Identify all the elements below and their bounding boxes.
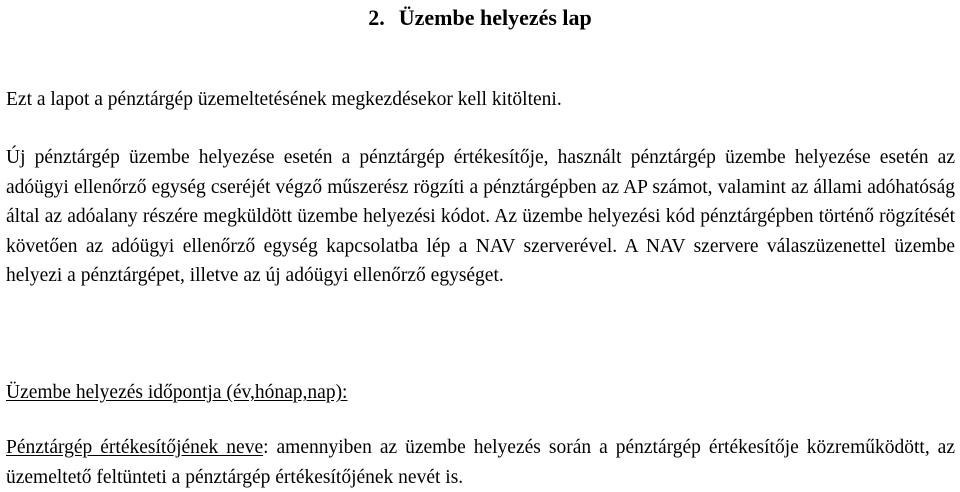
- section-heading: [0, 4, 960, 32]
- seller-field-label: Pénztárgép értékesítőjének neve: [6, 437, 264, 458]
- date-field-row: [6, 378, 955, 408]
- description-paragraph: Új pénztárgép üzembe helyezése esetén a pénztárgép értékesítője, használt pénztárgép üzembe helyezése esetén az adóügyi ellenőrző egység cseréjét végző műszerész rögzíti a pénztárgépben az AP számot, valamint az állami adóhatóság által az adóalany részére megküldött üzembe helyezési kódot. Az üzembe helyezési kód pénztárgépben történő rögzítését követően az adóügyi ellenőrző egység kapcsolatba lép a NAV szerverével. A NAV szervere válaszüzenettel üzembe helyezi a pénztárgépet, illetve az új adóügyi ellenőrző egységet.: [6, 147, 955, 286]
- intro-paragraph: Ezt a lapot a pénztárgép üzemeltetésének megkezdésekor kell kitölteni.: [6, 89, 562, 110]
- seller-field-note: amennyiben az üzembe helyezés során a pénztárgép értékesítője közreműködött, az üzemeltető feltünteti a pénztárgép értékesítőjének nevét is.: [6, 437, 955, 488]
- section-number: 2.: [368, 5, 385, 30]
- seller-field-row: [6, 433, 955, 492]
- date-field-label: Üzembe helyezés időpontja (év,hónap,nap):: [6, 382, 348, 403]
- section-title: Üzembe helyezés lap: [398, 5, 592, 30]
- seller-field-separator: :: [263, 437, 269, 458]
